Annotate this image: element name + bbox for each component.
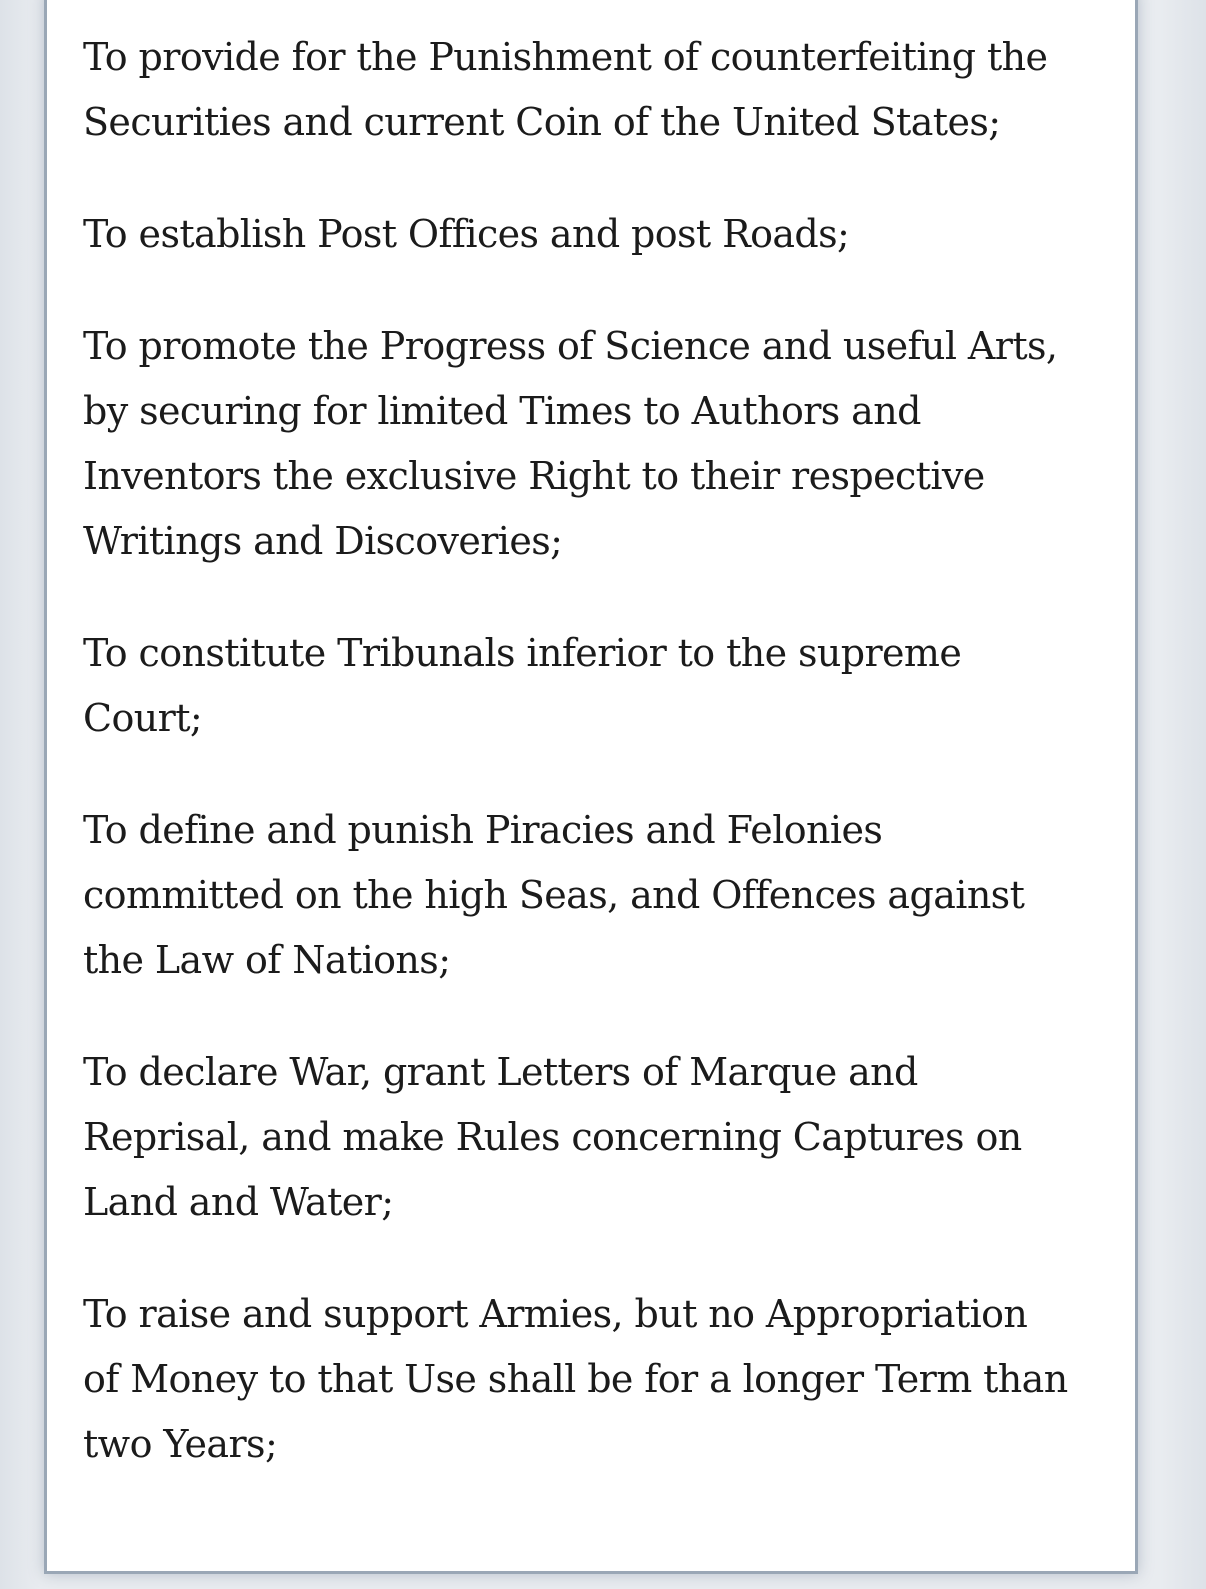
clause-line: Reprisal, and make Rules concerning Captures on	[83, 1115, 1022, 1159]
clause-line: committed on the high Seas, and Offences against	[83, 873, 1025, 917]
clause-tribunals	[83, 621, 1123, 751]
clause-line: the Law of Nations;	[83, 938, 451, 982]
clause-line: To promote the Progress of Science and useful Arts,	[83, 324, 1058, 368]
clause-line: Securities and current Coin of the United States;	[83, 100, 1001, 144]
clause-declare-war	[83, 1040, 1123, 1235]
clause-line: Writings and Discoveries;	[83, 519, 563, 563]
clause-line: of Money to that Use shall be for a longer Term than	[83, 1357, 1068, 1401]
clause-progress-of-science	[83, 314, 1123, 574]
clause-line: Court;	[83, 696, 203, 740]
clause-line: To provide for the Punishment of counterfeiting the	[83, 35, 1048, 79]
clause-line: To define and punish Piracies and Felonies	[83, 808, 883, 852]
clause-post-offices	[83, 202, 1123, 267]
clause-counterfeiting	[83, 25, 1123, 155]
clause-line: two Years;	[83, 1422, 278, 1466]
clause-line: To raise and support Armies, but no Appropriation	[83, 1292, 1028, 1336]
clause-line: Land and Water;	[83, 1180, 394, 1224]
clause-piracies	[83, 798, 1123, 993]
clause-line: To constitute Tribunals inferior to the supreme	[83, 631, 962, 675]
clause-line: by securing for limited Times to Authors and	[83, 389, 921, 433]
document-page	[44, 0, 1138, 1574]
clause-line: To establish Post Offices and post Roads;	[83, 212, 850, 256]
document-body	[83, 25, 1123, 1524]
clause-line: Inventors the exclusive Right to their respective	[83, 454, 985, 498]
clause-armies	[83, 1282, 1123, 1477]
clause-line: To declare War, grant Letters of Marque and	[83, 1050, 918, 1094]
